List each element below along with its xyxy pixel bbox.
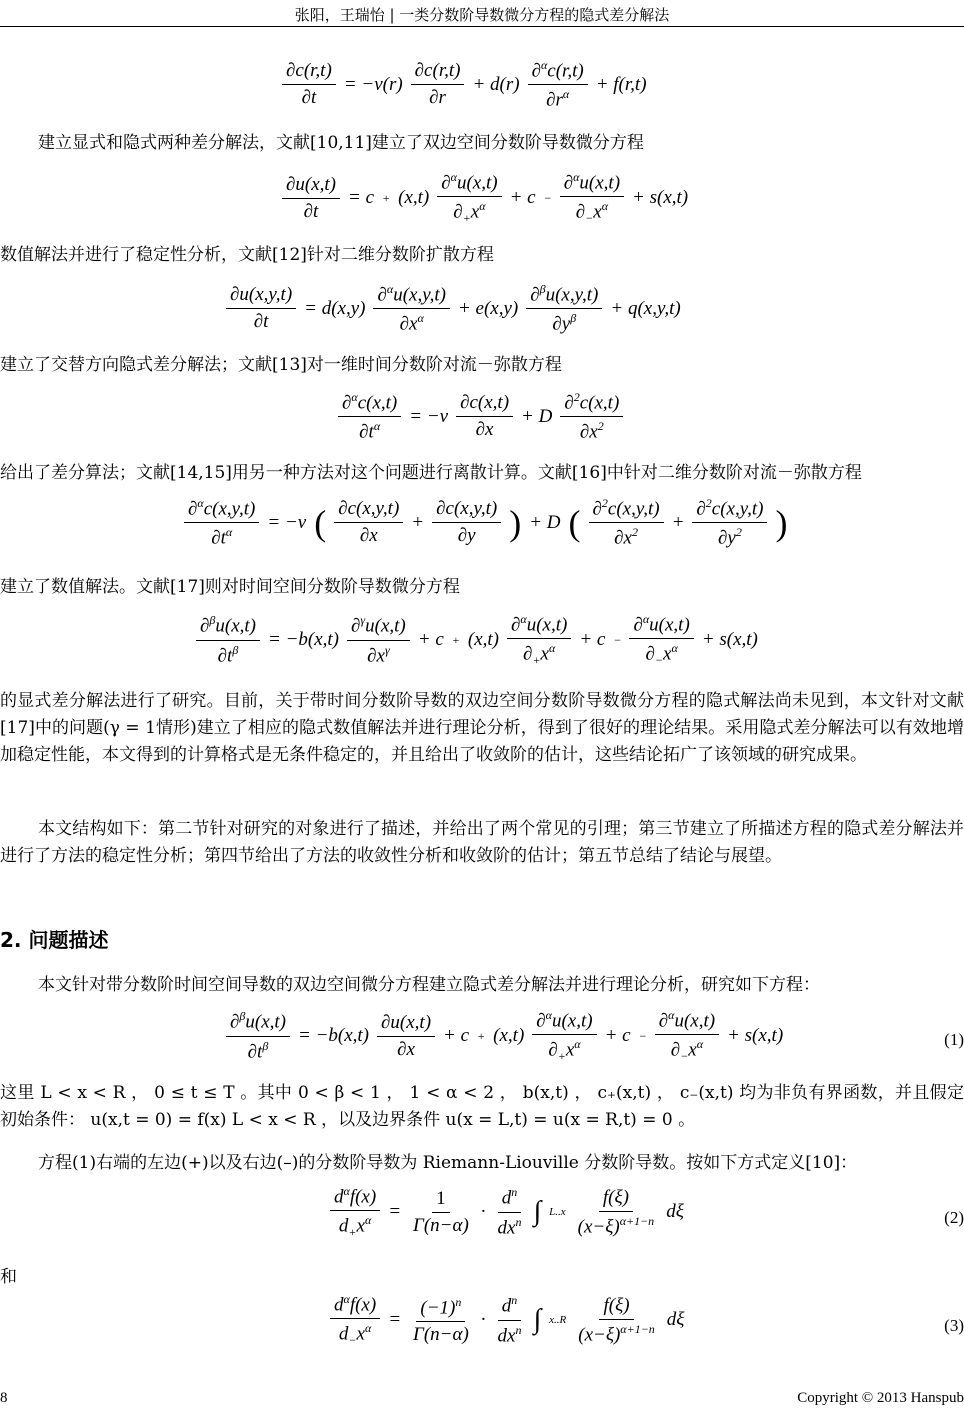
equation-time-space-fractional: $\frac{\partial^\beta u(x,t)}{\partial t^\beta}$ = −b(x,t) $\frac{\partial^\gamma u(x,t)}{\partial x^\gamma}$ + c + (x,t) $\frac{\partial^\alpha u(x,t)}{\partial_+x^\alpha}$ + c − $\frac{\partial^\alpha u(x,t)}{\partial_-x^\alpha}$ + s(x,t) bbox=[0, 612, 964, 682]
paragraph: 数值解法并进行了稳定性分析，文献[12]针对二维分数阶扩散方程 bbox=[0, 245, 494, 265]
equation-number: (3) bbox=[944, 1316, 964, 1335]
paragraph: 本文针对带分数阶时间空间导数的双边空间微分方程建立隐式差分解法并进行理论分析，研究如下方程： bbox=[38, 975, 820, 995]
paragraph: 建立显式和隐式两种差分解法，文献[10,11]建立了双边空间分数阶导数微分方程 bbox=[38, 133, 644, 153]
equation-2d-diffusion: $\frac{\partial u(x,y,t)}{\partial t}$ = d(x,y) $\frac{\partial^\alpha u(x,y,t)}{\partial x^\alpha}$ + e(x,y) $\frac{\partial^\beta u(x,y,t)}{\partial y^\beta}$ + q(x,y,t) bbox=[0, 282, 964, 352]
equation-number: (2) bbox=[944, 1208, 964, 1227]
equation-1d-advection-diffusion: $\frac{\partial^\alpha c(x,t)}{\partial t^\alpha}$ = −v $\frac{\partial c(x,t)}{\partial x}$ + D $\frac{\partial^2c(x,t)}{\partial x^2}$ bbox=[0, 390, 964, 460]
copyright: Copyright © 2013 Hanspub bbox=[797, 1390, 964, 1406]
equation-1: $\frac{\partial^\beta u(x,t)}{\partial t^\beta}$ = −b(x,t) $\frac{\partial u(x,t)}{\partial x}$ + c + (x,t) $\frac{\partial^\alpha u(x,t)}{\partial_+x^\alpha}$ + c − $\frac{\partial^\alpha u(x,t)}{\partial_-x^\alpha}$ + s(x,t) (1) bbox=[0, 1008, 964, 1078]
equation-2d-advection-diffusion: $\frac{\partial^\alpha c(x,y,t)}{\partial t^\alpha}$ = −v ( $\frac{\partial c(x,y,t)}{\partial x}$ + $\frac{\partial c(x,y,t)}{\partial y}$ ) + D ( $\frac{\partial^2c(x,y,t)}{\partial x^2}$ + $\frac{\partial^2c(x,y,t)}{\partial y^2}$ ) bbox=[0, 496, 964, 566]
equation-advection: $\frac{\partial c(r,t)}{\partial t}$ = −v(r) $\frac{\partial c(r,t)}{\partial r}$ + d(r) $\frac{\partial^\alpha c(r,t)}{\partial r^\alpha}$ + f(r,t) bbox=[0, 58, 964, 128]
equation-2: $\frac{d^\alpha f(x)}{d_+x^\alpha}$ = $\frac{1}{\Gamma(n-\alpha)}$ · $\frac{d^n}{dx^n}$ ∫ L..x $\frac{f(\xi)}{(x-\xi)^{\alpha+1-n}}$ dξ (2) bbox=[0, 1184, 964, 1254]
paragraph: 给出了差分算法；文献[14,15]用另一种方法对这个问题进行离散计算。文献[16]中针对二维分数阶对流－弥散方程 bbox=[0, 463, 862, 483]
paragraph: 的显式差分解法进行了研究。目前，关于带时间分数阶导数的双边空间分数阶导数微分方程的隐式解法尚未见到，本文针对文献[17]中的问题(γ = 1情形)建立了相应的隐式数值解法并进行理论分析，得到了很好的理论结果。采用隐式差分解法可以有效地增加稳定性能，本文得到的计算格式是无条件稳定的，并且给出了收敛阶的估计，这些结论拓广了该领域的研究成果。 bbox=[0, 691, 964, 765]
header-rule bbox=[0, 26, 964, 27]
page-number: 8 bbox=[0, 1390, 8, 1406]
paragraph: 建立了数值解法。文献[17]则对时间空间分数阶导数微分方程 bbox=[0, 577, 460, 597]
section-heading: 2. 问题描述 bbox=[0, 928, 109, 952]
paragraph: 本文结构如下：第二节针对研究的对象进行了描述，并给出了两个常见的引理；第三节建立了所描述方程的隐式差分解法并进行了方法的稳定性分析；第四节给出了方法的收敛性分析和收敛阶的估计；第五节总结了结论与展望。 bbox=[0, 819, 964, 866]
equation-3: $\frac{d^\alpha f(x)}{d_-x^\alpha}$ = $\frac{(-1)^n}{\Gamma(n-\alpha)}$ · $\frac{d^n}{dx^n}$ ∫ x..R $\frac{f(\xi)}{(x-\xi)^{\alpha+1-n}}$ dξ (3) bbox=[0, 1292, 964, 1362]
paragraph: 建立了交替方向隐式差分解法；文献[13]对一维时间分数阶对流－弥散方程 bbox=[0, 355, 562, 375]
equation-number: (1) bbox=[944, 1030, 964, 1049]
paragraph: 这里 L < x < R ， 0 ≤ t ≤ T 。其中 0 < β < 1 ， 1 < α < 2 ， b(x,t) ， c₊(x,t) ， c₋(x,t) 均为非负有界函数，并且假定初始条件： u(x,t = 0) = f(x) L < x < R ，以及边界条件 u(x = L,t) = u(x = R,t) = 0 。 bbox=[0, 1083, 964, 1130]
paragraph: 方程(1)右端的左边(+)以及右边(–)的分数阶导数为 Riemann-Liouville 分数阶导数。按如下方式定义[10]： bbox=[38, 1153, 858, 1173]
equation-two-sided: $\frac{\partial u(x,t)}{\partial t}$ = c + (x,t) $\frac{\partial^\alpha u(x,t)}{\partial_+x^\alpha}$ + c − $\frac{\partial^\alpha u(x,t)}{\partial_-x^\alpha}$ + s(x,t) bbox=[0, 170, 964, 240]
paragraph: 和 bbox=[0, 1267, 17, 1287]
running-header: 张阳，王瑞怡 | 一类分数阶导数微分方程的隐式差分解法 bbox=[294, 6, 670, 24]
